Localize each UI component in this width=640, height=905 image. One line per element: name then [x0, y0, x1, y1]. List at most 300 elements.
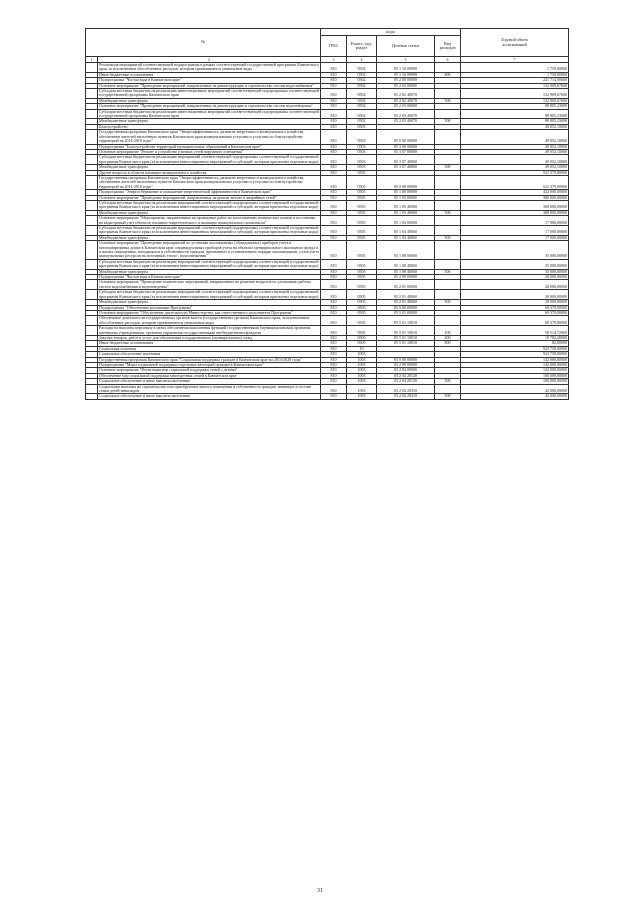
row-target-cell: 05 1 04 40060 [377, 226, 435, 236]
row-grbs-cell: 810 [321, 155, 347, 165]
row-section-cell: 0505 [347, 190, 377, 195]
row-num-cell [86, 259, 98, 269]
row-amount-cell: 20 000,00000 [461, 300, 569, 305]
row-target-cell: 03 2 04 20310 [377, 384, 435, 394]
row-amount-cell: 380 000,00000 [461, 195, 569, 200]
row-name-cell: Субсидии местным бюджетам на реализацию мероприятий соответствующей подпрограммы соответствующей государственной программы Камчатского края (за исключением инвестиционных мероприятий и субсидий, которым присвоены отдельные коды) [99, 154, 319, 164]
row-vr-cell [435, 241, 461, 260]
table-row [86, 394, 569, 399]
row-grbs-cell: 810 [321, 119, 347, 124]
row-grbs-cell: 810 [321, 235, 347, 240]
row-num-cell [86, 200, 98, 210]
row-target-cell: 05 2 03 00000 [377, 104, 435, 109]
row-section-cell: 0505 [347, 275, 377, 280]
row-name-cell: Подпрограмма "Благоустройство территорий муниципальных образований в Камчатском крае" [98, 144, 321, 149]
row-section-cell: 1003 [347, 352, 377, 357]
row-name-cell: Межбюджетные трансферты [98, 300, 321, 305]
row-target-cell: 05 0 00 00000 [377, 175, 435, 189]
row-grbs-cell: 810 [321, 326, 347, 336]
row-target-cell: 05 5 01 00000 [377, 310, 435, 315]
header-colnum: 5 [377, 57, 435, 63]
row-target-cell: 05 5 01 10010 [377, 326, 435, 336]
row-name-cell: Субсидии местным бюджетам на реализацию инвестиционных мероприятий соответствующей подпрограммы соответствующей государственной программы Камчатского края [99, 109, 319, 119]
row-amount-cell: 380 000,00000 [461, 210, 569, 215]
row-section-cell: 0502 [347, 78, 377, 83]
row-name-cell: Субсидии местным бюджетам на реализацию мероприятий соответствующей подпрограммы соответствующей государственной программы Камчатского края (за исключением инвестиционных мероприятий и субсидий, которым присвоены отдельные коды) [99, 259, 319, 269]
row-section-cell: 0505 [347, 341, 377, 346]
row-amount-cell: 49 052,10000 [461, 144, 569, 149]
row-num-cell [86, 63, 98, 73]
row-name-cell: Основное мероприятие "Проведение технических мероприятий, направленных на решение вопросов по улучшению работы систем водоснабжения и водоотведения" [98, 280, 321, 290]
row-name-cell: Закупка товаров, работ и услуг для обеспечения государственных (муниципальных) нужд [98, 335, 321, 340]
row-section-cell: 0505 [347, 310, 377, 315]
row-amount-cell: 142 000,00000 [461, 357, 569, 362]
row-grbs-cell: 810 [321, 226, 347, 236]
header-colnum: 6 [435, 57, 461, 63]
row-target-cell: 05 2 03 40070 [377, 119, 435, 124]
row-name-cell: Подпрограмма "Энергосбережение и повышение энергетической эффективности в Камчатском крае" [98, 190, 321, 195]
row-name-cell: Государственная программа Камчатского края "Энергоэффективность, развитие энергетики и коммунального хозяйства, обеспечение жителей населенных пунктов Камчатского края коммунальными услугами и услугами по благоустройству территорий на 2014-2018 годы" [98, 130, 321, 144]
row-name-cell: Основное мероприятие "Обеспечение деятельности Министерства, как ответственного исполнителя Программы" [98, 310, 321, 315]
row-target-cell: 03 2 00 00000 [377, 362, 435, 367]
row-amount-cell: 521 379,00000 [461, 170, 569, 175]
header-colnum: 2 [98, 57, 321, 63]
row-grbs-cell: 810 [321, 341, 347, 346]
row-amount-cell: 42 000,00000 [461, 394, 569, 399]
row-grbs-cell: 810 [321, 280, 347, 290]
row-num-cell [86, 155, 98, 165]
table-row [86, 290, 569, 300]
row-vr-cell [435, 175, 461, 189]
row-section-cell: 0505 [347, 305, 377, 310]
row-grbs-cell: 810 [321, 305, 347, 310]
row-amount-cell: 49 052,10000 [461, 149, 569, 154]
row-name-cell: Иные бюджетные ассигнования [98, 341, 321, 346]
row-section-cell: 0503 [347, 130, 377, 144]
row-section-cell: 0505 [347, 195, 377, 200]
row-section-cell: 0505 [347, 235, 377, 240]
row-amount-cell: 1 759,00000 [461, 63, 569, 73]
row-target-cell: 05 5 01 10010 [377, 316, 435, 326]
row-vr-cell: 500 [435, 119, 461, 124]
row-name-cell: Другие вопросы в области жилищно-коммунального хозяйства [98, 170, 321, 175]
row-grbs-cell: 810 [321, 195, 347, 200]
row-name-cell: Иные бюджетные ассигнования [98, 72, 321, 77]
row-name-cell: Основное мероприятие "Реализация мер социальной поддержки семей с детьми" [98, 368, 321, 373]
row-num-cell [86, 216, 98, 226]
row-grbs-cell: 810 [321, 300, 347, 305]
row-name-cell: Подпрограмма "Меры социальной поддержки отдельных категорий граждан в Камчатском крае" [98, 362, 321, 367]
row-amount-cell: 1 759,00000 [461, 72, 569, 77]
row-target-cell: 05 3 00 00000 [377, 144, 435, 149]
table-row [86, 155, 569, 165]
row-target-cell: 05 1 04 40060 [377, 235, 435, 240]
row-section-cell: 0505 [347, 210, 377, 215]
row-amount-cell: 69 379,00000 [461, 310, 569, 315]
row-num-cell [86, 226, 98, 236]
row-name-cell: Основное мероприятие "Проведение мероприятий, направленных на реконструкцию и строительство систем водоснабжения" [98, 83, 321, 88]
row-name-cell: Основное мероприятие "Проведение мероприятий, направленных на реконструкцию и строительство систем водоотведения" [98, 104, 321, 109]
row-target-cell: 05 1 03 00000 [377, 195, 435, 200]
row-target-cell: 03 2 04 00000 [377, 368, 435, 373]
row-section-cell: 1003 [347, 357, 377, 362]
row-amount-cell: 82,00000 [461, 341, 569, 346]
row-amount-cell: 380 000,00000 [461, 200, 569, 210]
row-target-cell: 05 3 07 40060 [377, 155, 435, 165]
row-target-cell: 05 3 07 00000 [377, 149, 435, 154]
row-section-cell: 0502 [347, 63, 377, 73]
row-name-cell: Основное мероприятие "Мероприятия, направленные на проведение работ по изготовлению технических планов и постановке на кадастровый учет объектов топливно-энергетического и жилищно-коммунального комплексов" [98, 216, 321, 226]
table-row [86, 200, 569, 210]
row-amount-cell: 221 714,90600 [461, 78, 569, 83]
row-grbs-cell: 810 [321, 165, 347, 170]
row-name-cell: Благоустройство [98, 124, 321, 129]
row-grbs-cell: 810 [321, 72, 347, 77]
row-amount-cell: 88 805,23000 [461, 104, 569, 109]
row-grbs-cell: 810 [321, 346, 347, 351]
row-amount-cell: 17 000,00000 [461, 235, 569, 240]
row-vr-cell: 800 [435, 72, 461, 77]
row-grbs-cell: 810 [321, 216, 347, 226]
row-section-cell: 0505 [347, 326, 377, 336]
row-name-cell: Социальная политика [98, 346, 321, 351]
row-grbs-cell: 810 [321, 98, 347, 103]
row-vr-cell: 500 [435, 235, 461, 240]
row-vr-cell [435, 259, 461, 269]
row-amount-cell: 69 379,00000 [461, 305, 569, 310]
row-name-cell: Субсидии местным бюджетам на реализацию мероприятий соответствующей подпрограммы соответствующей государственной программы Камчатского края (за исключением инвестиционных мероприятий и субсидий, которым присвоены отдельные коды) [99, 289, 319, 299]
row-vr-cell [435, 384, 461, 394]
row-grbs-cell: 810 [321, 130, 347, 144]
row-target-cell: 05 2 00 00000 [377, 275, 435, 280]
row-target-cell: 05 5 00 00000 [377, 305, 435, 310]
row-name-cell: Основное мероприятие "Проведение мероприятий по установке коллективных (общедомовых) приборов учета в многоквартирных домах в Камчатском крае, индивидуальных приборов учета на объектах муниципального жилищного фонда и в жилых помещениях, находящихся в собственности граждан, признанных в установленном порядке малоимущими, узлов учета коммунальных ресурсов на источниках тепло-, водоснабжения" [99, 240, 319, 259]
row-name-cell: Социальное обеспечение и иные выплаты населению [98, 379, 321, 384]
row-section-cell: 10 [347, 346, 377, 351]
row-grbs-cell: 810 [321, 275, 347, 280]
header-colnum: 1 [86, 57, 98, 63]
row-target-cell: 05 1 00 00000 [377, 190, 435, 195]
row-name-cell: Социальные выплаты на строительство или приобретение жилого помещения в собственность граждан, имеющих в составе семьи детей-инвалидов [98, 384, 321, 394]
row-section-cell: 0503 [347, 144, 377, 149]
row-name-cell: Подпрограмма "Чистая вода в Камчатском крае" [98, 275, 321, 280]
row-grbs-cell: 810 [321, 144, 347, 149]
row-amount-cell: 49 052,10000 [461, 124, 569, 129]
row-grbs-cell: 810 [321, 316, 347, 326]
row-section-cell: 0505 [347, 269, 377, 274]
row-name-cell: Подпрограмма "Чистая вода в Камчатском крае" [98, 78, 321, 83]
row-grbs-cell: 810 [321, 175, 347, 189]
header-grbs: ГРБС [321, 36, 347, 57]
row-vr-cell [435, 200, 461, 210]
row-target-cell: 05 1 04 00000 [377, 216, 435, 226]
row-grbs-cell: 810 [321, 83, 347, 88]
row-vr-cell [435, 290, 461, 300]
row-section-cell: 1003 [347, 379, 377, 384]
row-name-cell: Государственная программа Камчатского края "Энергоэффективность, развитие энергетики и коммунального хозяйства, обеспечение жителей населенных пунктов Камчатского края коммунальными услугами и услугами по благоустройству территорий на 2014-2018 годы" [98, 175, 321, 189]
row-grbs-cell: 810 [321, 352, 347, 357]
row-section-cell: 1003 [347, 394, 377, 399]
row-name-cell: Подпрограмма "Обеспечение реализации Программы" [98, 305, 321, 310]
table-row [86, 241, 569, 260]
row-target-cell: 05 1 08 40060 [377, 259, 435, 269]
header-total: Годовой объем ассигнований [461, 29, 569, 57]
row-section-cell: 0505 [347, 335, 377, 340]
row-section-cell: 0505 [347, 259, 377, 269]
row-name-cell: Межбюджетные трансферты [98, 235, 321, 240]
row-vr-cell [435, 89, 461, 99]
row-target-cell: 05 2 01 40060 [377, 300, 435, 305]
row-name-cell: Социальное обеспечение населения [98, 352, 321, 357]
row-target-cell: 03 2 04 20120 [377, 379, 435, 384]
row-section-cell: 0503 [347, 124, 377, 129]
row-section-cell: 0502 [347, 98, 377, 103]
budget-table [85, 28, 569, 400]
header-colnum: 4 [347, 57, 377, 63]
header-num: № [86, 29, 321, 57]
row-target-cell: 05 0 00 00000 [377, 130, 435, 144]
row-num-cell [86, 241, 98, 260]
row-amount-cell: 17 000,00000 [461, 216, 569, 226]
row-grbs-cell: 810 [321, 170, 347, 175]
row-grbs-cell: 810 [321, 210, 347, 215]
table-row [86, 109, 569, 119]
row-name-cell: Межбюджетные трансферты [98, 119, 321, 124]
row-amount-cell: 923 758,00000 [461, 352, 569, 357]
row-target-cell: 05 2 01 40060 [377, 290, 435, 300]
row-amount-cell: 42 000,00000 [461, 384, 569, 394]
row-section-cell: 0505 [347, 200, 377, 210]
row-target-cell: 05 2 00 00000 [377, 78, 435, 83]
row-amount-cell: 49 052,10000 [461, 130, 569, 144]
row-amount-cell: 132 909,67600 [461, 83, 569, 88]
row-grbs-cell: 810 [321, 335, 347, 340]
table-row [86, 226, 569, 236]
row-vr-cell: 500 [435, 300, 461, 305]
row-section-cell: 0505 [347, 175, 377, 189]
row-section-cell: 0505 [347, 241, 377, 260]
row-vr-cell [435, 130, 461, 144]
row-num-cell [86, 280, 98, 290]
row-grbs-cell: 810 [321, 269, 347, 274]
row-amount-cell: 35 000,00000 [461, 259, 569, 269]
row-num-cell [86, 384, 98, 394]
row-amount-cell: 35 000,00000 [461, 241, 569, 260]
row-section-cell: 0502 [347, 72, 377, 77]
header-vr: Вид расходов [435, 36, 461, 57]
row-vr-cell [435, 316, 461, 326]
row-name-cell: Основное мероприятие "Ремонт и устройство уличных сетей наружного освещения" [98, 149, 321, 154]
header-colnum: 7 [461, 57, 569, 63]
row-amount-cell: 132 909,67600 [461, 98, 569, 103]
row-amount-cell: 100 000,00000 [461, 379, 569, 384]
row-grbs-cell: 810 [321, 290, 347, 300]
row-amount-cell: 49 052,10000 [461, 165, 569, 170]
row-amount-cell: 88 805,23000 [461, 109, 569, 119]
row-amount-cell: 20 000,00000 [461, 290, 569, 300]
row-vr-cell: 100 [435, 326, 461, 336]
row-amount-cell: 142 000,00000 [461, 362, 569, 367]
row-section-cell: 0502 [347, 109, 377, 119]
row-target-cell: 05 1 03 40060 [377, 200, 435, 210]
row-name-cell: Обеспечение деятельности государственных органов власти (государственных органов) Камчатского края, за исключением обособленных расходов, которым присваиваются уникальные коды [98, 316, 321, 326]
row-target-cell: 03 0 00 00000 [377, 357, 435, 362]
row-amount-cell: 521 379,00000 [461, 175, 569, 189]
row-vr-cell [435, 216, 461, 226]
row-amount-cell: 100 000,00000 [461, 373, 569, 378]
row-grbs-cell: 810 [321, 63, 347, 73]
row-name-cell: Межбюджетные трансферты [98, 269, 321, 274]
row-grbs-cell: 810 [321, 241, 347, 260]
row-grbs-cell: 810 [321, 373, 347, 378]
row-section-cell: 1003 [347, 368, 377, 373]
row-section-cell: 0502 [347, 119, 377, 124]
row-section-cell: 0503 [347, 149, 377, 154]
row-target-cell: 05 5 01 10010 [377, 335, 435, 340]
row-target-cell: 05 3 07 40060 [377, 165, 435, 170]
row-grbs-cell: 810 [321, 124, 347, 129]
header-target: Целевая статья [377, 36, 435, 57]
row-target-cell: 05 2 02 40070 [377, 89, 435, 99]
row-section-cell: 0502 [347, 104, 377, 109]
row-section-cell: 0502 [347, 83, 377, 88]
table-row [86, 216, 569, 226]
row-amount-cell: 132 909,67600 [461, 89, 569, 99]
row-vr-cell [435, 109, 461, 119]
row-grbs-cell: 810 [321, 362, 347, 367]
row-grbs-cell: 810 [321, 190, 347, 195]
table-row [86, 280, 569, 290]
row-vr-cell [435, 226, 461, 236]
row-grbs-cell: 810 [321, 200, 347, 210]
row-num-cell [86, 394, 98, 399]
row-grbs-cell: 810 [321, 368, 347, 373]
table-row [86, 384, 569, 394]
row-grbs-cell: 810 [321, 259, 347, 269]
row-name-cell: Субсидии местным бюджетам на реализацию мероприятий соответствующей подпрограммы соответствующей государственной программы Камчатского края (за исключением инвестиционных мероприятий и субсидий, которым присвоены отдельные коды) [99, 225, 319, 235]
row-num-cell [86, 326, 98, 336]
row-name-cell: Основное мероприятие "Проведение мероприятий, направленных на ремонт ветхих и аварийных сетей" [98, 195, 321, 200]
row-target-cell: 03 2 04 20120 [377, 373, 435, 378]
row-grbs-cell: 810 [321, 149, 347, 154]
page-number: 31 [317, 888, 323, 894]
row-vr-cell: 200 [435, 335, 461, 340]
table-row [86, 63, 569, 73]
table-row [86, 326, 569, 336]
row-vr-cell: 300 [435, 394, 461, 399]
row-vr-cell [435, 155, 461, 165]
row-amount-cell: 10 782,28000 [461, 335, 569, 340]
row-section-cell: 0505 [347, 280, 377, 290]
table-row [86, 175, 569, 189]
row-amount-cell: 88 805,23000 [461, 119, 569, 124]
row-num-cell [86, 130, 98, 144]
row-name-cell: Социальное обеспечение и иные выплаты населению [98, 394, 321, 399]
row-amount-cell: 69 379,00000 [461, 316, 569, 326]
row-name-cell: Межбюджетные трансферты [98, 165, 321, 170]
header-colnum: 3 [321, 57, 347, 63]
row-amount-cell: 58 514,72000 [461, 326, 569, 336]
row-grbs-cell: 810 [321, 89, 347, 99]
header-section: Раздел, под- раздел [347, 36, 377, 57]
row-name-cell: Государственная программа Камчатского края "Социальная поддержка граждан в Камчатском крае на 2014-2020 годы" [98, 357, 321, 362]
row-section-cell: 0505 [347, 216, 377, 226]
row-section-cell: 0505 [347, 170, 377, 175]
row-section-cell: 1003 [347, 362, 377, 367]
row-amount-cell: 923 758,00000 [461, 346, 569, 351]
row-target-cell: 05 2 02 40070 [377, 98, 435, 103]
row-num-cell [86, 316, 98, 326]
row-section-cell: 0505 [347, 300, 377, 305]
row-vr-cell: 500 [435, 165, 461, 170]
row-target-cell: 05 1 08 00000 [377, 241, 435, 260]
row-num-cell [86, 109, 98, 119]
row-vr-cell [435, 280, 461, 290]
row-vr-cell: 300 [435, 379, 461, 384]
row-amount-cell: 20 000,00000 [461, 275, 569, 280]
row-grbs-cell: 810 [321, 357, 347, 362]
row-name-cell: Реализация мероприятий соответствующей подпрограммы в рамках соответствующей государственной программы Камчатского края, за исключением обособленных расходов, которым присваиваются уникальные коды [99, 62, 319, 72]
row-name-cell: Субсидии местным бюджетам на реализацию инвестиционных мероприятий соответствующей подпрограммы соответствующей государственной программы Камчатского края [99, 88, 319, 98]
row-section-cell: 0505 [347, 316, 377, 326]
row-section-cell: 1003 [347, 384, 377, 394]
row-section-cell: 0503 [347, 165, 377, 170]
row-section-cell: 0505 [347, 226, 377, 236]
row-grbs-cell: 810 [321, 104, 347, 109]
table-row [86, 316, 569, 326]
row-target-cell: 05 1 16 09990 [377, 63, 435, 73]
row-target-cell: 05 2 03 40070 [377, 109, 435, 119]
row-grbs-cell: 810 [321, 379, 347, 384]
row-target-cell: 05 2 01 00000 [377, 280, 435, 290]
row-target-cell: 05 1 16 09990 [377, 72, 435, 77]
row-name-cell: Обеспечение мер социальной поддержки многодетных семей в Камчатском крае [98, 373, 321, 378]
row-amount-cell: 17 000,00000 [461, 226, 569, 236]
row-grbs-cell: 810 [321, 109, 347, 119]
row-name-cell: Межбюджетные трансферты [98, 98, 321, 103]
row-section-cell: 0505 [347, 290, 377, 300]
row-num-cell [86, 89, 98, 99]
row-section-cell: 1003 [347, 373, 377, 378]
row-grbs-cell: 810 [321, 394, 347, 399]
row-section-cell: 0502 [347, 89, 377, 99]
row-name-cell: Субсидии местным бюджетам на реализацию мероприятий соответствующей подпрограммы соответствующей государственной программы Камчатского края (за исключением инвестиционных мероприятий и субсидий, которым присвоены отдельные коды) [99, 200, 319, 210]
row-amount-cell: 432 000,00000 [461, 190, 569, 195]
row-vr-cell: 800 [435, 341, 461, 346]
row-target-cell: 03 2 04 20310 [377, 394, 435, 399]
row-amount-cell: 20 000,00000 [461, 280, 569, 290]
row-num-cell [86, 175, 98, 189]
row-amount-cell: 142 000,00000 [461, 368, 569, 373]
row-amount-cell: 49 052,10000 [461, 155, 569, 165]
table-row [86, 259, 569, 269]
row-target-cell: 05 5 01 10010 [377, 341, 435, 346]
header-codes: коды [321, 29, 461, 36]
row-amount-cell: 35 000,00000 [461, 269, 569, 274]
row-grbs-cell: 810 [321, 78, 347, 83]
row-grbs-cell: 810 [321, 384, 347, 394]
row-section-cell: 0503 [347, 155, 377, 165]
table-row [86, 130, 569, 144]
row-target-cell: 05 1 08 40060 [377, 269, 435, 274]
row-num-cell [86, 290, 98, 300]
row-vr-cell: 500 [435, 269, 461, 274]
row-target-cell: 05 1 03 40060 [377, 210, 435, 215]
row-name-cell: Расходы на выплаты персоналу в целях обеспечения выполнения функций государственными (муниципальными) органами, казенными учреждениями, органами управления государственными внебюджетными фондами [98, 326, 321, 336]
row-vr-cell [435, 63, 461, 73]
table-row [86, 89, 569, 99]
row-vr-cell: 500 [435, 210, 461, 215]
